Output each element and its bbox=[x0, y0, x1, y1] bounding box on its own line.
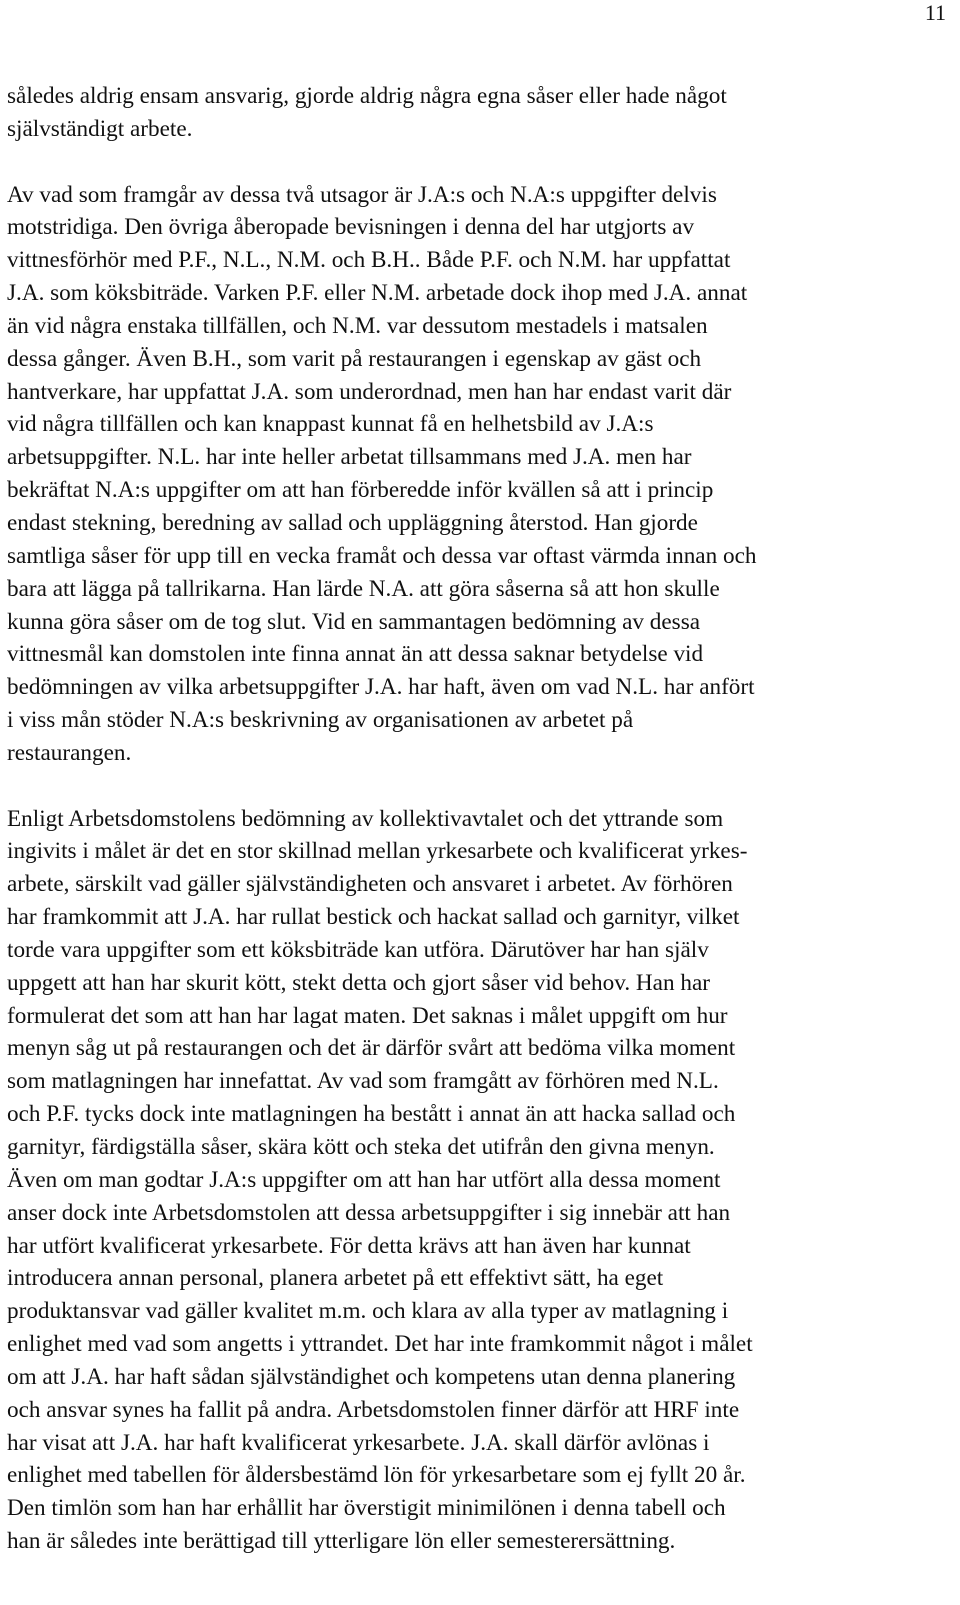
text-line: ingivits i målet är det en stor skillnad mellan yrkesarbete och kvalificerat yrkes- bbox=[7, 838, 748, 865]
text-line: i viss mån stöder N.A:s beskrivning av organisationen av arbetet på bbox=[7, 707, 634, 734]
text-line: har visat att J.A. har haft kvalificerat yrkesarbete. J.A. skall därför avlönas i bbox=[7, 1429, 710, 1456]
text-line: arbete, särskilt vad gäller självständigheten och ansvaret i arbetet. Av förhören bbox=[7, 871, 733, 898]
text-line: således aldrig ensam ansvarig, gjorde aldrig några egna såser eller hade något bbox=[7, 83, 727, 109]
text-line: om att J.A. har haft sådan självständighet och kompetens utan denna planering bbox=[7, 1363, 736, 1390]
paragraph-spacer bbox=[7, 146, 953, 179]
text-line: introducera annan personal, planera arbetet på ett effektivt sätt, ha eget bbox=[7, 1265, 664, 1292]
text-line: motstridiga. Den övriga åberopade bevisningen i denna del har utgjorts av bbox=[7, 214, 695, 241]
text-line: torde vara uppgifter som ett köksbiträde kan utföra. Därutöver har han själv bbox=[7, 936, 709, 963]
text-line: enlighet med vad som angetts i yttrandet. Det har inte framkommit något i målet bbox=[7, 1331, 753, 1358]
text-line: menyn såg ut på restaurangen och det är därför svårt att bedöma vilka moment bbox=[7, 1035, 736, 1062]
text-line: arbetsuppgifter. N.L. har inte heller arbetat tillsammans med J.A. men har bbox=[7, 444, 692, 471]
text-line: Även om man godtar J.A:s uppgifter om att han har utfört alla dessa moment bbox=[7, 1166, 721, 1193]
text-line: självständigt arbete. bbox=[7, 115, 193, 142]
text-line: enlighet med tabellen för åldersbestämd lön för yrkesarbetare som ej fyllt 20 år. bbox=[7, 1462, 746, 1489]
text-line: bedömningen av vilka arbetsuppgifter J.A. har haft, även om vad N.L. har anfört bbox=[7, 674, 755, 701]
text-line: uppgett att han har skurit kött, stekt detta och gjort såser vid behov. Han har bbox=[7, 969, 710, 996]
text-line: som matlagningen har innefattat. Av vad som framgått av förhören med N.L. bbox=[7, 1068, 719, 1095]
paragraph-2 bbox=[7, 179, 953, 770]
text-line: vittnesmål kan domstolen inte finna annat än att dessa saknar betydelse vid bbox=[7, 641, 704, 668]
paragraph-spacer bbox=[7, 770, 953, 803]
text-line: anser dock inte Arbetsdomstolen att dessa arbetsuppgifter i sig innebär att han bbox=[7, 1199, 731, 1226]
text-line: vittnesförhör med P.F., N.L., N.M. och B.H.. Både P.F. och N.M. har uppfattat bbox=[7, 247, 731, 274]
text-line: hantverkare, har uppfattat J.A. som underordnad, men han har endast varit där bbox=[7, 378, 732, 405]
text-line: formulerat det som att han har lagat maten. Det saknas i målet uppgift om hur bbox=[7, 1002, 728, 1029]
text-line: än vid några enstaka tillfällen, och N.M. var dessutom mestadels i matsalen bbox=[7, 312, 708, 339]
page-number: 11 bbox=[924, 0, 946, 25]
text-line: Den timlön som han har erhållit har överstigit minimilönen i denna tabell och bbox=[7, 1495, 726, 1522]
text-line: samtliga såser för upp till en vecka framåt och dessa var oftast värmda innan och bbox=[7, 542, 757, 569]
text-line: produktansvar vad gäller kvalitet m.m. och klara av alla typer av matlagning i bbox=[7, 1298, 729, 1325]
text-line: vid några tillfällen och kan knappast kunnat få en helhetsbild av J.A:s bbox=[7, 411, 654, 438]
text-line: han är således inte berättigad till ytterligare lön eller semesterersättning. bbox=[7, 1528, 676, 1555]
text-line: bekräftat N.A:s uppgifter om att han förberedde inför kvällen så att i princip bbox=[7, 477, 714, 504]
text-line: garnityr, färdigställa såser, skära kött och steka det utifrån den givna menyn. bbox=[7, 1134, 715, 1160]
text-line: endast stekning, beredning av sallad och uppläggning återstod. Han gjorde bbox=[7, 509, 698, 536]
text-line: och P.F. tycks dock inte matlagningen ha bestått i annat än att hacka sallad och bbox=[7, 1101, 736, 1128]
text-line: Enligt Arbetsdomstolens bedömning av kollektivavtalet och det yttrande som bbox=[7, 805, 724, 832]
text-line: J.A. som köksbiträde. Varken P.F. eller N.M. arbetade dock ihop med J.A. annat bbox=[7, 280, 748, 307]
paragraph-1 bbox=[7, 80, 953, 146]
text-line: restaurangen. bbox=[7, 739, 132, 766]
text-line: dessa gånger. Även B.H., som varit på restaurangen i egenskap av gäst och bbox=[7, 345, 702, 372]
text-line: kunna göra såser om de tog slut. Vid en sammantagen bedömning av dessa bbox=[7, 608, 701, 635]
text-line: och ansvar synes ha fallit på andra. Arbetsdomstolen finner därför att HRF inte bbox=[7, 1396, 740, 1423]
paragraph-3 bbox=[7, 803, 953, 1558]
text-line: har framkommit att J.A. har rullat bestick och hackat sallad och garnityr, vilket bbox=[7, 904, 740, 931]
text-line: bara att lägga på tallrikarna. Han lärde N.A. att göra såserna så att hon skulle bbox=[7, 575, 720, 602]
text-line: har utfört kvalificerat yrkesarbete. För detta krävs att han även har kunnat bbox=[7, 1232, 691, 1259]
document-body bbox=[7, 80, 953, 1558]
text-line: Av vad som framgår av dessa två utsagor är J.A:s och N.A:s uppgifter delvis bbox=[7, 181, 717, 208]
